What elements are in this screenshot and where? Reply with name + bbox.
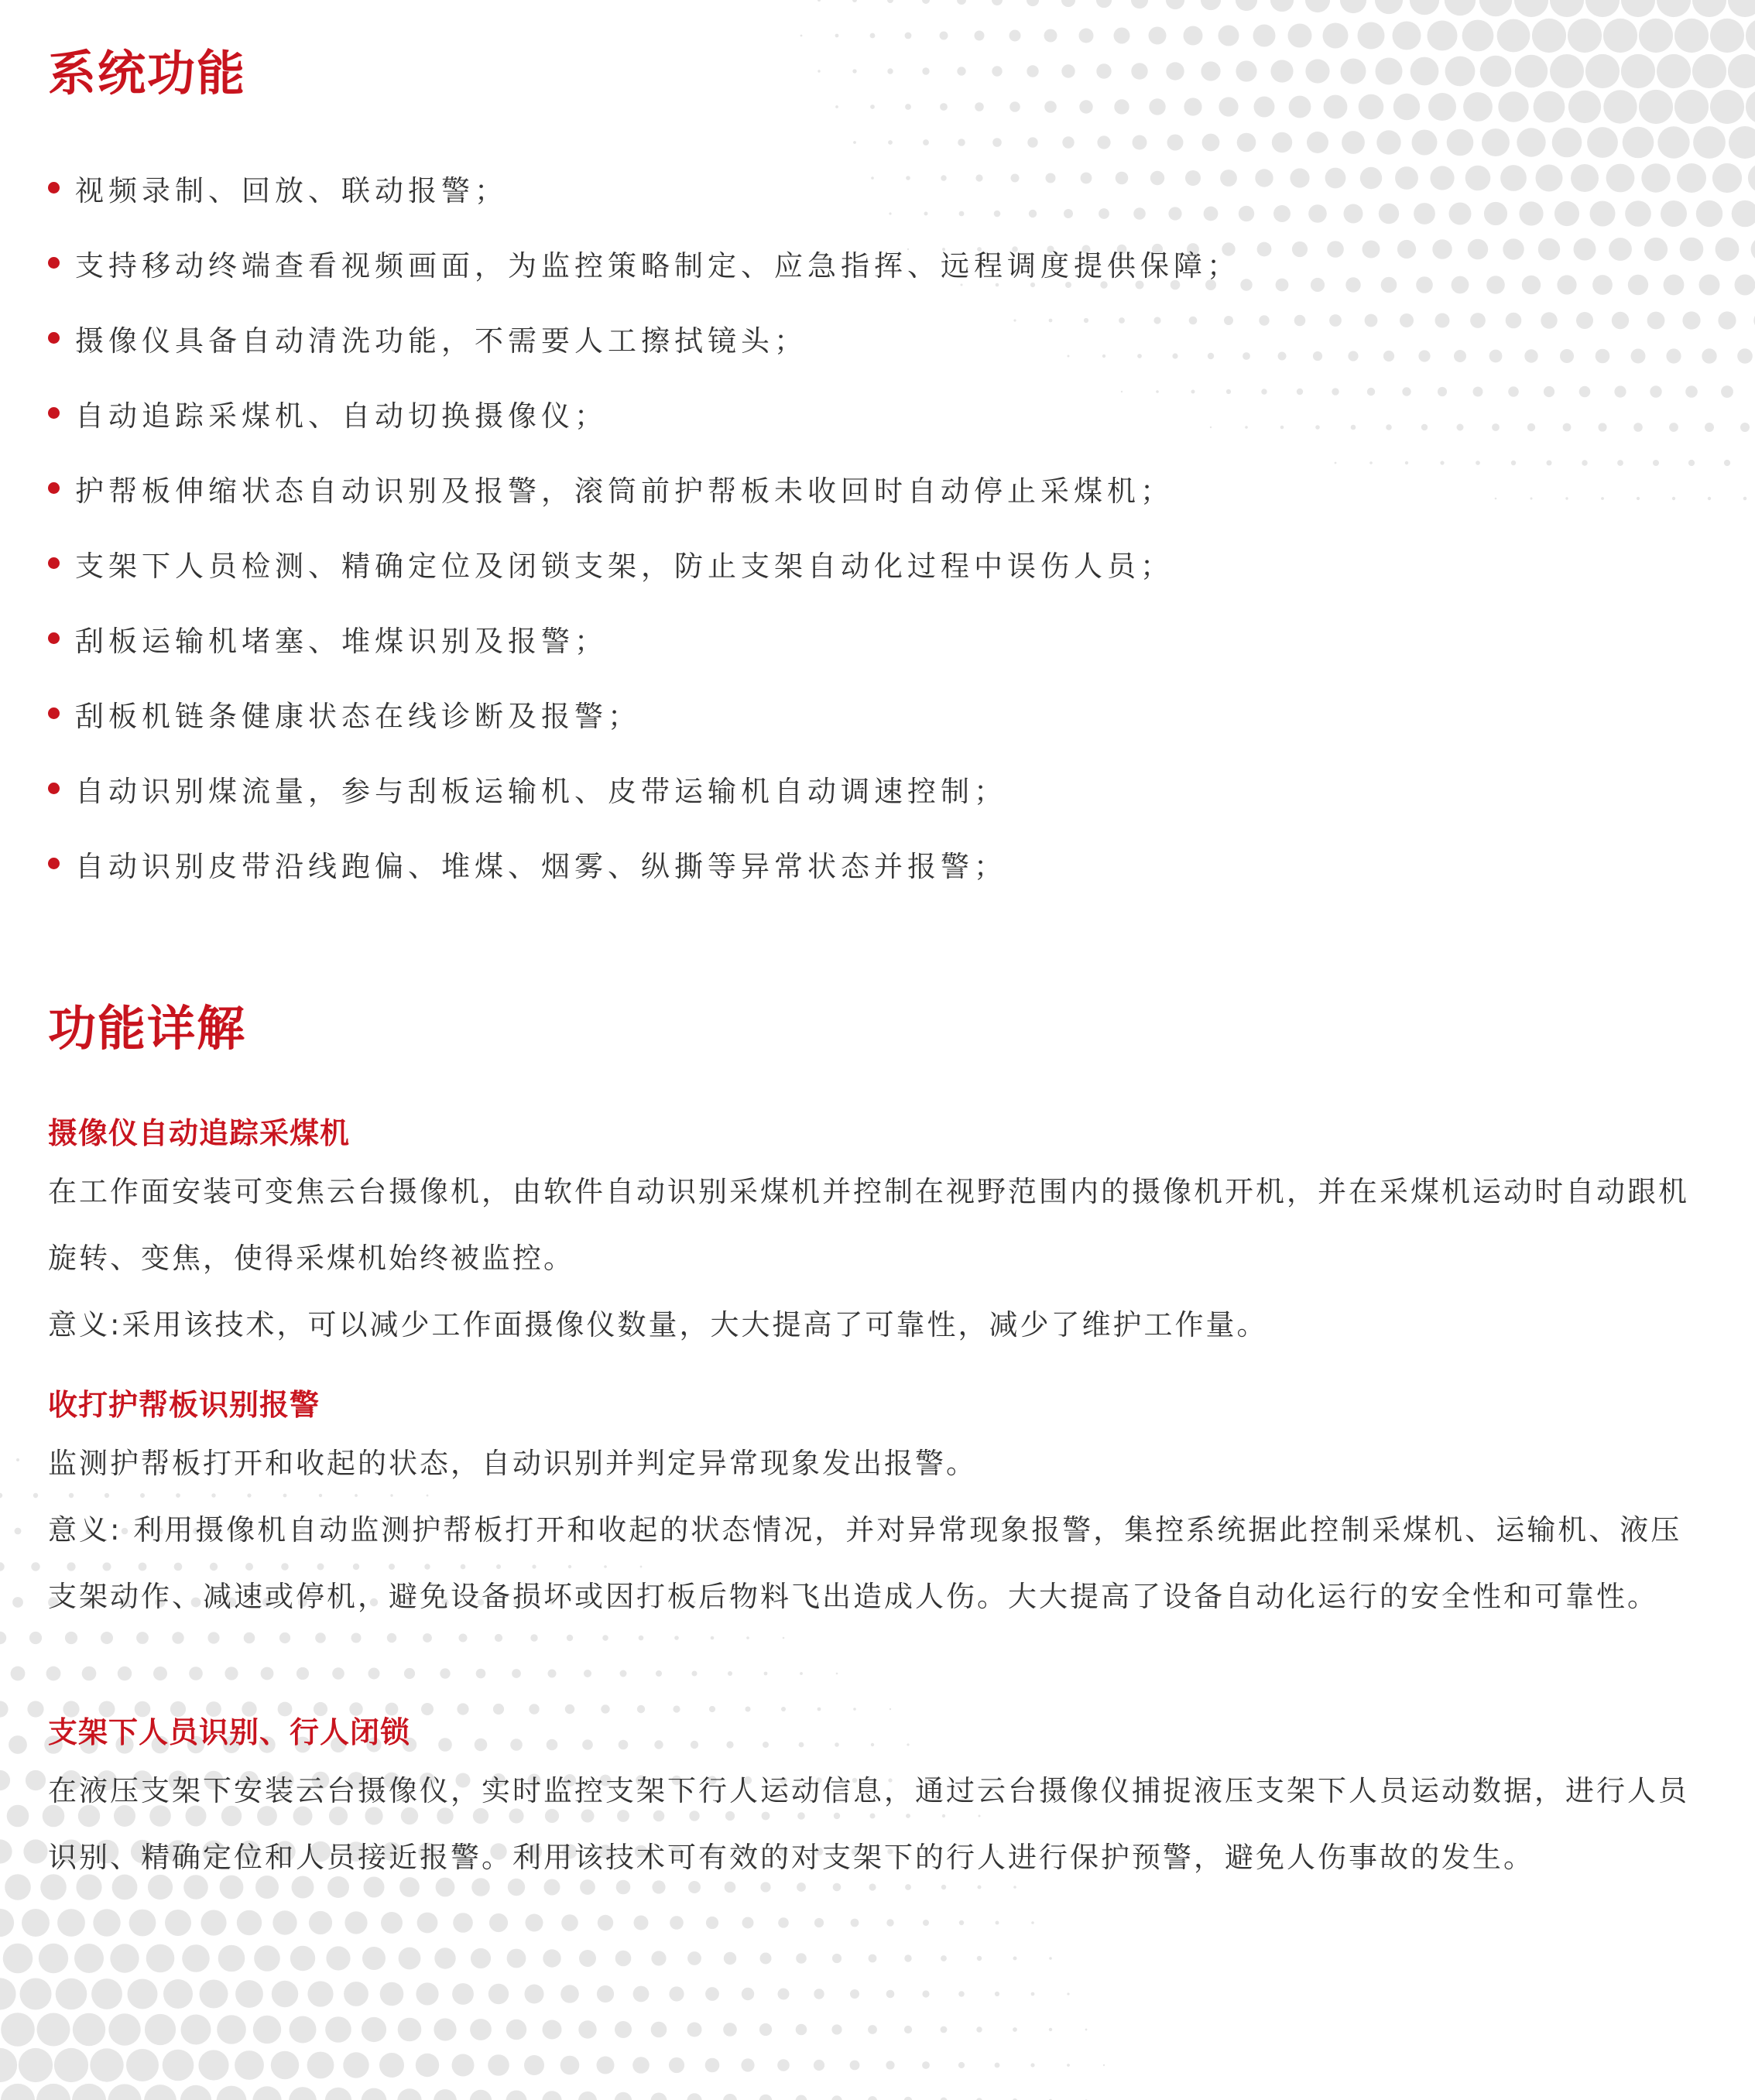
detail-block-guard-plate (48, 1390, 1712, 1630)
bullet-icon (48, 182, 60, 194)
detail-subtitle: 收打护帮板识别报警 (48, 1388, 320, 1422)
detail-paragraph: 意义:采用该技术，可以减少工作面摄像仪数量，大大提高了可靠性，减少了维护工作量。 (48, 1308, 1268, 1341)
list-item (48, 676, 1240, 751)
list-item (48, 751, 1240, 826)
list-item (48, 300, 1240, 375)
list-item-text: 自动识别皮带沿线跑偏、堆煤、烟雾、纵撕等异常状态并报警； (75, 849, 1007, 883)
bullet-icon (48, 783, 60, 794)
list-item (48, 826, 1240, 901)
list-item (48, 150, 1240, 225)
list-item-text: 护帮板伸缩状态自动识别及报警，滚筒前护帮板未收回时自动停止采煤机； (75, 474, 1174, 508)
detail-block-camera-tracking (48, 1116, 1712, 1358)
list-item-text: 自动识别煤流量，参与刮板运输机、皮带运输机自动调速控制； (75, 774, 1007, 808)
detail-paragraph: 意义: 利用摄像机自动监测护帮板打开和收起的状态情况，并对异常现象报警，集控系统据此控制采煤机、运输机、液压支架动作、减速或停机，避免设备损坏或因打板后物料飞出造成人伤。大大提高了设备自动化运行的安全性和可靠性。 (48, 1513, 1682, 1613)
bullet-icon (48, 332, 60, 344)
bullet-icon (48, 557, 60, 569)
bullet-icon (48, 707, 60, 719)
list-item (48, 225, 1240, 300)
list-item-text: 视频录制、回放、联动报警； (75, 173, 508, 207)
detail-subtitle: 支架下人员识别、行人闭锁 (48, 1715, 411, 1749)
detail-block-personnel-lockout (48, 1715, 1712, 1891)
feature-list (48, 150, 1240, 901)
list-item-text: 刮板运输机堵塞、堆煤识别及报警； (75, 624, 608, 658)
bullet-icon (48, 632, 60, 644)
list-item-text: 刮板机链条健康状态在线诊断及报警； (75, 699, 641, 733)
list-item-text: 摄像仪具备自动清洗功能，不需要人工擦拭镜头； (75, 324, 807, 358)
list-item (48, 450, 1240, 526)
bullet-icon (48, 482, 60, 494)
detail-subtitle: 摄像仪自动追踪采煤机 (48, 1116, 351, 1150)
detail-paragraph: 在液压支架下安装云台摄像仪，实时监控支架下行人运动信息，通过云台摄像仪捕捉液压支架下人员运动数据，进行人员识别、精确定位和人员接近报警。利用该技术可有效的对支架下的行人进行保护预警，避免人伤事故的发生。 (48, 1774, 1689, 1874)
list-item (48, 375, 1240, 450)
section-title-function-details: 功能详解 (48, 1000, 247, 1057)
detail-paragraph: 在工作面安装可变焦云台摄像机，由软件自动识别采煤机并控制在视野范围内的摄像机开机，并在采煤机运动时自动跟机旋转、变焦，使得采煤机始终被监控。 (48, 1175, 1689, 1275)
bullet-icon (48, 257, 60, 269)
list-item-text: 支持移动终端查看视频画面，为监控策略制定、应急指挥、远程调度提供保障； (75, 248, 1240, 283)
bullet-icon (48, 407, 60, 419)
bullet-icon (48, 858, 60, 869)
list-item (48, 601, 1240, 676)
section-title-system-functions: 系统功能 (48, 45, 247, 101)
list-item-text: 支架下人员检测、精确定位及闭锁支架，防止支架自动化过程中误伤人员； (75, 549, 1174, 583)
list-item (48, 526, 1240, 601)
list-item-text: 自动追踪采煤机、自动切换摄像仪； (75, 399, 608, 433)
detail-paragraph: 监测护帮板打开和收起的状态，自动识别并判定异常现象发出报警。 (48, 1447, 977, 1480)
